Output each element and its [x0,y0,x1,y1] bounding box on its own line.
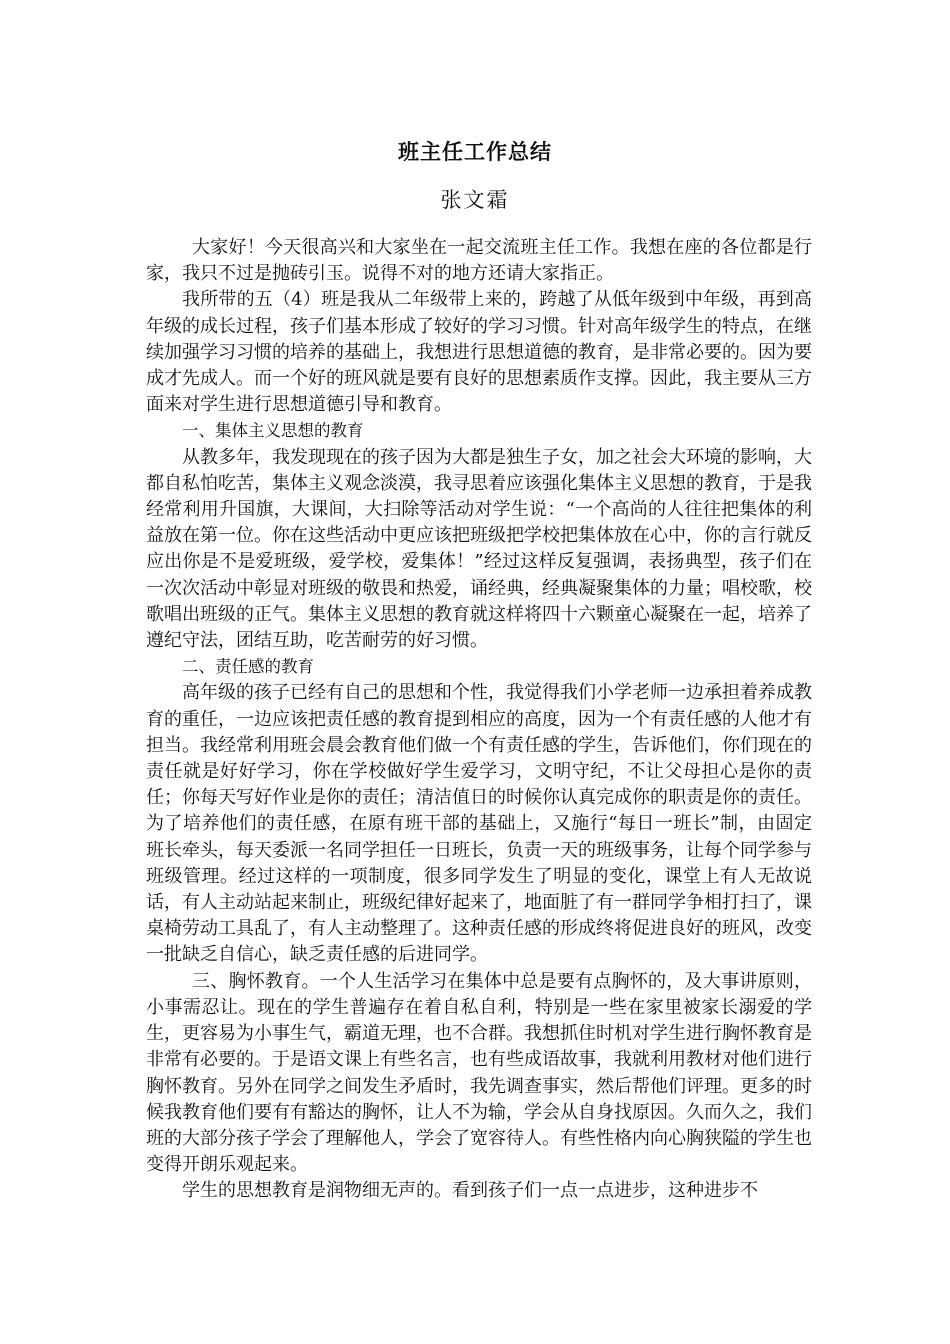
paragraph-collectivism: 从教多年，我发现现在的孩子因为大都是独生子女，加之社会大环境的影响，大都自私怕吃苦，集体主义观念淡漠，我寻思着应该强化集体主义思想的教育，于是我经常利用升国旗，大课间，大扫除等活动对学生说：“一个高尚的人往往把集体的利益放在第一位。你在这些活动中更应该把班级把学校把集体放在心中，你的言行就反应出你是不是爱班级，爱学校，爱集体！”经过这样反复强调，表扬典型，孩子们在一次次活动中彰显对班级的敬畏和热爱，诵经典，经典凝聚集体的力量；唱校歌，校歌唱出班级的正气。集体主义思想的教育就这样将四十六颗童心凝聚在一起，培养了遵纪守法，团结互助，吃苦耐劳的好习惯。 [146,446,812,652]
section-heading-responsibility: 二、责任感的教育 [182,657,314,677]
paragraph-greeting: 大家好！今天很高兴和大家坐在一起交流班主任工作。我想在座的各位都是行家，我只不过是抛砖引玉。说得不对的地方还请大家指正。 [146,237,812,285]
paragraph-closing: 学生的思想教育是润物细无声的。看到孩子们一点一点进步，这种进步不 [182,1180,758,1202]
document-body [146,235,812,1205]
paragraph-intro: 我所带的五（4）班是我从二年级带上来的，跨越了从低年级到中年级，再到高年级的成长过程，孩子们基本形成了较好的学习习惯。针对高年级学生的特点，在继续加强学习习惯的培养的基础上，我想进行思想道德的教育，是非常必要的。因为要成才先成人。而一个好的班风就是要有良好的思想素质作支撑。因此，我主要从三方面来对学生进行思想道德引导和教育。 [146,289,812,416]
document-title: 班主任工作总结 [398,139,552,164]
paragraph-responsibility: 高年级的孩子已经有自己的思想和个性，我觉得我们小学老师一边承担着养成教育的重任，一边应该把责任感的教育提到相应的高度，因为一个有责任感的人他才有担当。我经常利用班会晨会教育他们做一个有责任感的学生，告诉他们，你们现在的责任就是好好学习，你在学校做好学生爱学习，文明守纪，不让父母担心是你的责任；你每天写好作业是你的责任；清洁值日的时候你认真完成你的职责是你的责任。为了培养他们的责任感，在原有班干部的基础上，又施行“每日一班长”制，由固定班长牵头，每天委派一名同学担任一日班长，负责一天的班级事务，让每个同学参与班级管理。经过这样的一项制度，很多同学发生了明显的变化，课堂上有人无故说话，有人主动站起来制止，班级纪律好起来了，地面脏了有一群同学争相打扫了，课桌椅劳动工具乱了，有人主动整理了。这种责任感的形成终将促进良好的班风，改变一批缺乏自信心，缺乏责任感的后进同学。 [146,682,812,966]
section-heading-collectivism: 一、集体主义思想的教育 [182,421,364,441]
document-author: 张文霜 [440,188,510,212]
paragraph-broad-mindedness: 三、胸怀教育。一个人生活学习在集体中总是要有点胸怀的，及大事讲原则，小事需忍让。现在的学生普遍存在着自私自利，特别是一些在家里被家长溺爱的学生，更容易为小事生气，霸道无理，也不合群。我想抓住时机对学生进行胸怀教育是非常有必要的。于是语文课上有些名言，也有些成语故事，我就利用教材对他们进行胸怀教育。另外在同学之间发生矛盾时，我先调查事实，然后帮他们评理。更多的时候我教育他们要有有豁达的胸怀，让人不为输，学会从自身找原因。久而久之，我们班的大部分孩子学会了理解他人，学会了宽容待人。有些性格内向心胸狭隘的学生也变得开朗乐观起来。 [146,970,812,1176]
